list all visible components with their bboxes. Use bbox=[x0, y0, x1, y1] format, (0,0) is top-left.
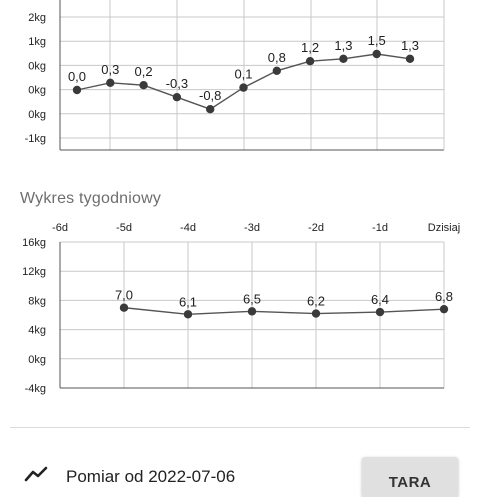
weekly-data-label: 6,4 bbox=[370, 292, 390, 308]
weekly-data-point bbox=[440, 305, 448, 313]
top-y-tick-label: 0kg bbox=[28, 84, 46, 97]
weekly-x-tick-label: -5d bbox=[116, 222, 132, 234]
weekly-data-point bbox=[120, 304, 128, 312]
weekly-y-tick-label: 12kg bbox=[22, 266, 46, 279]
weekly-data-point bbox=[376, 308, 384, 316]
weekly-y-tick-label: 4kg bbox=[28, 324, 46, 337]
weekly-x-tick-label: -1d bbox=[372, 222, 388, 234]
top-data-point bbox=[239, 83, 247, 91]
tara-button[interactable]: TARA bbox=[362, 457, 458, 497]
measurement-date-label: Pomiar od 2022-07-06 bbox=[66, 467, 236, 486]
top-y-tick-label: -1kg bbox=[24, 133, 46, 145]
weekly-data-label: 6,8 bbox=[434, 289, 454, 305]
top-data-label: 0,0 bbox=[67, 69, 87, 84]
top-data-point bbox=[373, 50, 381, 58]
weekly-y-tick-label: -4kg bbox=[24, 383, 46, 395]
top-data-label: -0,3 bbox=[165, 76, 189, 92]
top-data-label: 0,3 bbox=[101, 61, 120, 77]
top-data-label: 0,2 bbox=[134, 64, 153, 80]
weekly-x-tick-label: -4d bbox=[180, 222, 196, 234]
top-data-point bbox=[206, 105, 214, 113]
weekly-data-point bbox=[184, 310, 192, 318]
weekly-x-tick-label: -2d bbox=[308, 222, 324, 234]
top-data-label: -0,8 bbox=[198, 88, 222, 104]
weekly-data-label: 6,2 bbox=[306, 293, 326, 309]
weekly-data-label: 6,5 bbox=[242, 291, 262, 307]
weekly-data-label: 6,1 bbox=[178, 294, 198, 310]
weekly-series-line bbox=[124, 308, 444, 315]
weekly-chart-title: Wykres tygodniowy bbox=[20, 190, 162, 207]
top-y-tick-label: 2kg bbox=[28, 12, 46, 24]
top-data-point bbox=[139, 81, 147, 89]
top-data-label: 1,2 bbox=[301, 40, 320, 56]
top-y-tick-label: 1kg bbox=[28, 36, 46, 49]
weekly-weight-chart bbox=[0, 214, 480, 400]
top-data-point bbox=[339, 55, 347, 63]
weekly-y-tick-label: 0kg bbox=[28, 353, 46, 366]
trend-line-icon bbox=[24, 466, 48, 482]
weekly-x-tick-label: -3d bbox=[244, 222, 260, 234]
top-data-point bbox=[406, 55, 414, 63]
daily-weight-chart bbox=[0, 0, 480, 160]
top-data-point bbox=[306, 57, 314, 65]
top-data-point bbox=[106, 79, 114, 87]
top-y-tick-label: 0kg bbox=[28, 108, 46, 121]
top-data-point bbox=[173, 93, 181, 101]
top-y-tick-label: 0kg bbox=[28, 60, 46, 73]
top-data-label: 0,8 bbox=[267, 49, 286, 65]
top-data-point bbox=[73, 86, 81, 94]
top-data-label: 1,5 bbox=[367, 33, 386, 48]
weekly-data-point bbox=[248, 307, 256, 315]
top-data-label: 0,1 bbox=[234, 66, 253, 82]
top-data-label: 1,3 bbox=[400, 37, 420, 53]
weekly-x-tick-label: Dzisiaj bbox=[427, 222, 461, 234]
top-data-point bbox=[273, 67, 281, 75]
weekly-y-tick-label: 16kg bbox=[22, 237, 46, 249]
weekly-data-point bbox=[312, 309, 320, 317]
weekly-data-label: 7,0 bbox=[114, 287, 134, 303]
weekly-y-tick-label: 8kg bbox=[28, 295, 46, 308]
weekly-x-tick-label: -6d bbox=[52, 222, 68, 234]
top-data-label: 1,3 bbox=[334, 37, 353, 53]
